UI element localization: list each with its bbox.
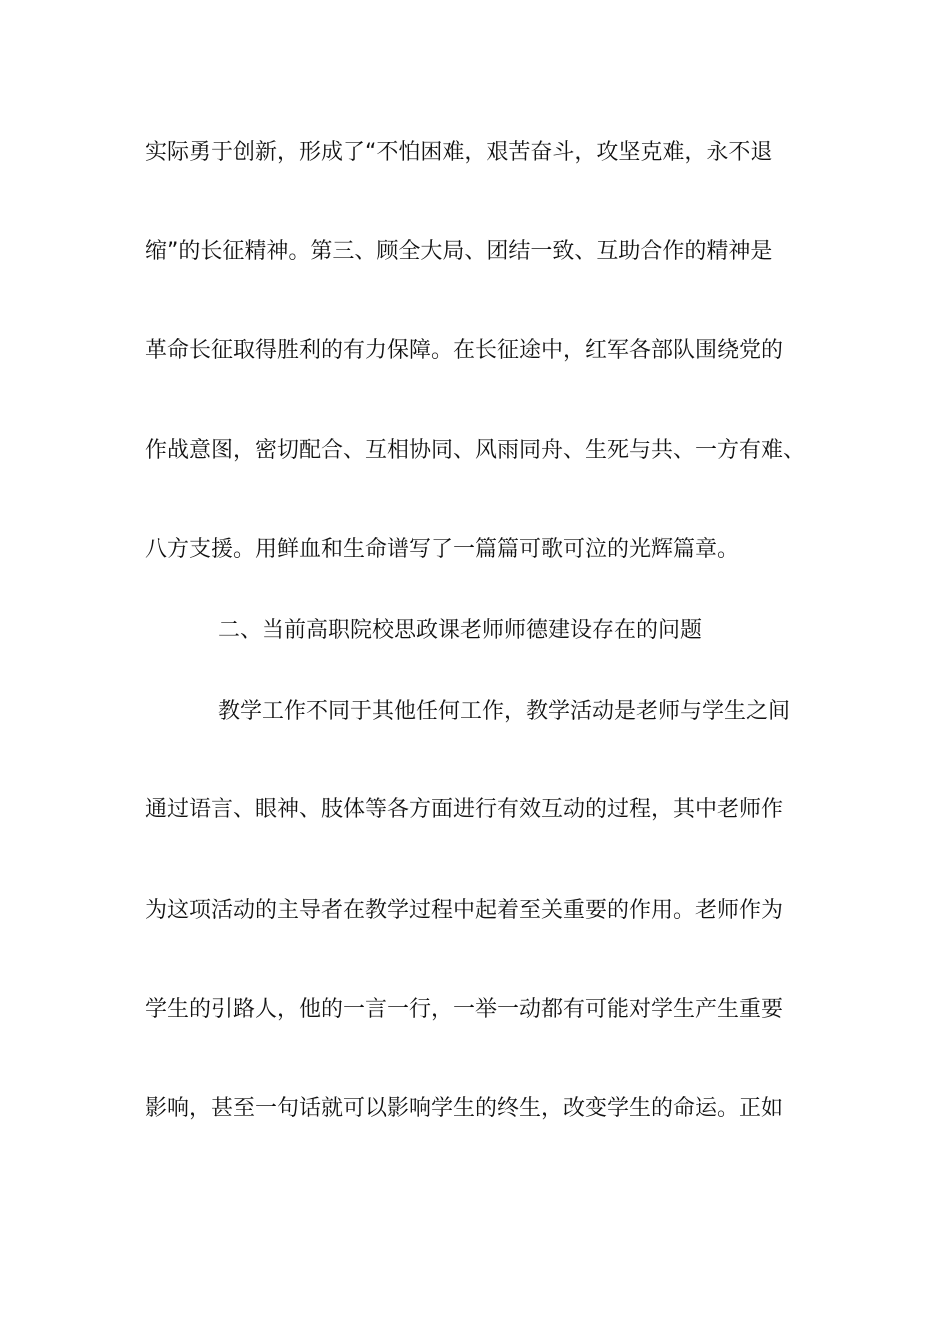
text-line-2: 缩”的长征精神。第三、顾全大局、团结一致、互助合作的精神是 — [145, 239, 773, 264]
paragraph-line-5: 影响，甚至一句话就可以影响学生的终生，改变学生的命运。正如 — [145, 1096, 784, 1121]
paragraph-line-4: 学生的引路人，他的一言一行，一举一动都有可能对学生产生重要 — [145, 997, 784, 1022]
text-line-3: 革命长征取得胜利的有力保障。在长征途中，红军各部队围绕党的 — [145, 338, 784, 363]
paragraph-line-3: 为这项活动的主导者在教学过程中起着至关重要的作用。老师作为 — [145, 898, 784, 923]
text-line-4: 作战意图，密切配合、互相协同、风雨同舟、生死与共、一方有难、 — [145, 438, 806, 463]
section-heading: 二、当前高职院校思政课老师师德建设存在的问题 — [218, 618, 703, 643]
paragraph-line-1: 教学工作不同于其他任何工作，教学活动是老师与学生之间 — [218, 699, 791, 724]
paragraph-line-2: 通过语言、眼神、肢体等各方面进行有效互动的过程，其中老师作 — [145, 797, 784, 822]
text-line-5: 八方支援。用鲜血和生命谱写了一篇篇可歌可泣的光辉篇章。 — [145, 537, 740, 562]
text-line-1: 实际勇于创新，形成了“不怕困难，艰苦奋斗，攻坚克难，永不退 — [145, 140, 773, 165]
